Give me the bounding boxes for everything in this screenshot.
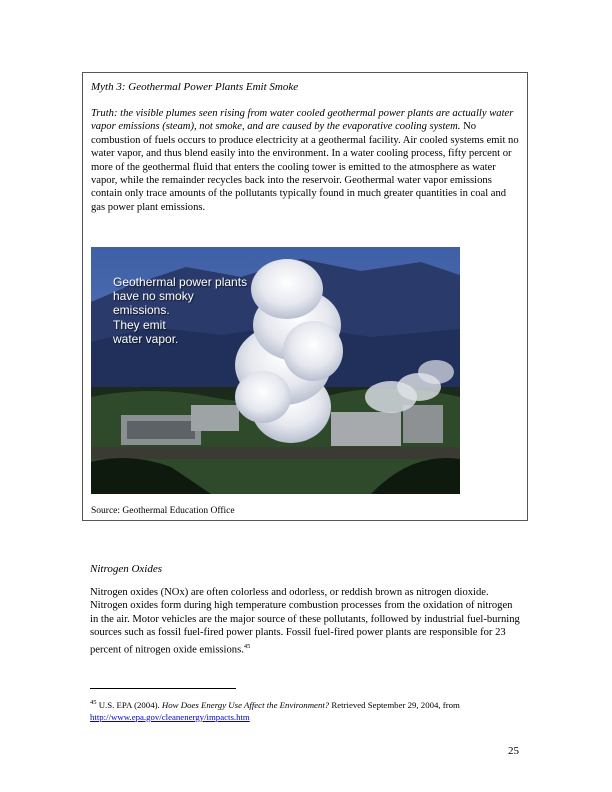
footnote-source-title: How Does Energy Use Affect the Environment? <box>161 699 330 710</box>
myth-paragraph <box>91 107 521 214</box>
photo-caption-overlay <box>113 275 247 346</box>
footnote-number: 45 <box>90 699 97 706</box>
nitrogen-oxides-paragraph <box>90 586 520 657</box>
myth-box <box>82 72 528 521</box>
photo-caption-line: They emit <box>113 317 166 332</box>
photo-caption-line: emissions. <box>113 303 170 318</box>
section-heading: Nitrogen Oxides <box>90 563 162 575</box>
myth-paragraph-rest: No combustion of fuels occurs to produce electricity at a geothermal facility. Air cooled systems emit no water vapor, and thus blend easily into the environment. In a water cooling process, fifty percent or more of the geothermal fluid that enters the cooling tower is emitted to the atmosphere as water vapor, while the remainder recycles back into the reservoir. Geothermal water vapor emissions contain only trace amounts of the pollutants typically found in much greater quantities in coal and gas power plant emissions. <box>91 121 519 213</box>
geothermal-plant-photo <box>91 247 460 494</box>
nitrogen-oxides-text: Nitrogen oxides (NOx) are often colorless and odorless, or reddish brown as nitrogen dioxide. Nitrogen oxides form during high temperature combustion processes from the oxidation of nitrogen in the air. Motor vehicles are the major source of these pollutants, followed by industrial fuel-burning sources such as fossil fuel-fired power plants. Fossil fuel-fired power plants are responsible for 23 percent of nitrogen oxide emissions. <box>90 587 520 656</box>
footnote-text-after: Retrieved September 29, 2004, from <box>329 699 460 710</box>
footnote-divider <box>90 688 236 689</box>
photo-caption-line: Geothermal power plants <box>113 275 248 289</box>
page-number: 25 <box>508 745 519 757</box>
myth-title: Myth 3: Geothermal Power Plants Emit Smoke <box>91 81 299 93</box>
footnote-text-before: U.S. EPA (2004). <box>96 699 162 710</box>
myth-truth-lead: Truth: the visible plumes seen rising from water cooled geothermal power plants are actually water vapor emissions (steam), not smoke, and are caused by the evaporative cooling system. <box>91 108 514 133</box>
footnote-reference[interactable]: 45 <box>243 642 251 650</box>
footnote <box>90 697 530 723</box>
footnote-link[interactable]: http://www.epa.gov/cleanenergy/impacts.htm <box>90 711 250 722</box>
photo-caption-line: water vapor. <box>113 331 179 346</box>
photo-source: Source: Geothermal Education Office <box>91 506 235 516</box>
photo-caption-line: have no smoky <box>113 289 194 304</box>
